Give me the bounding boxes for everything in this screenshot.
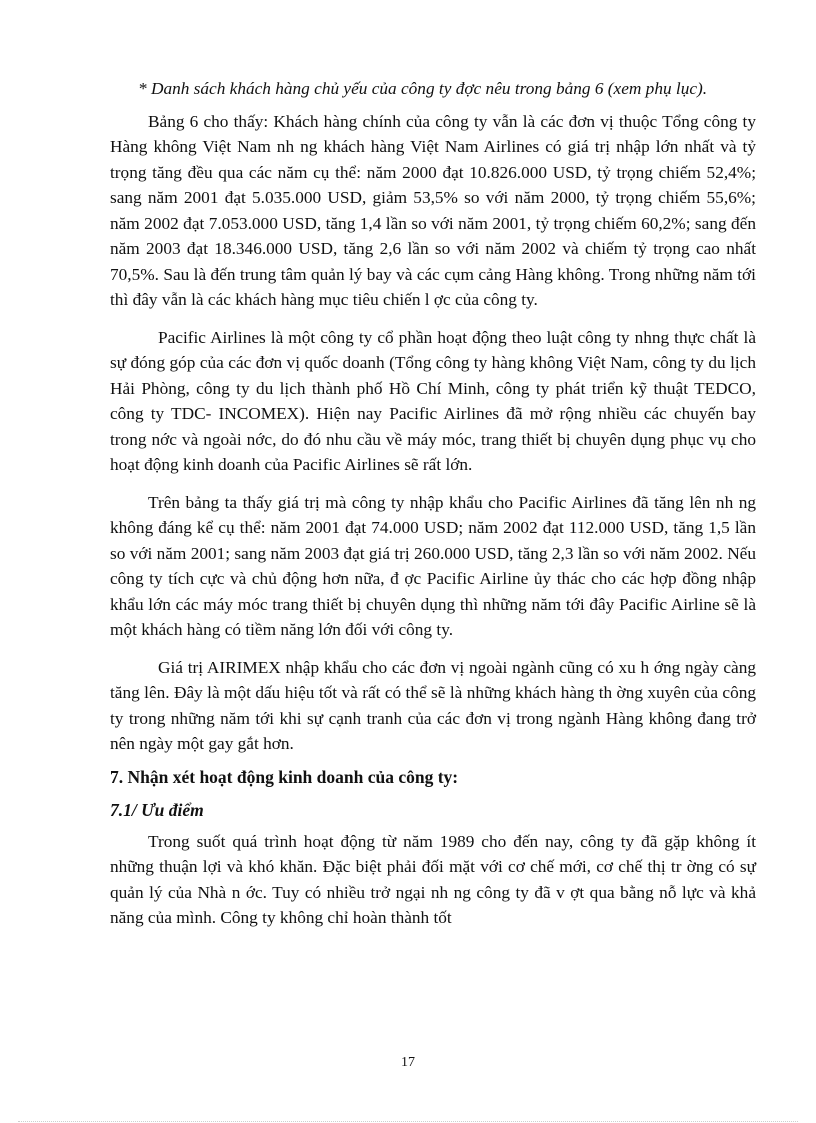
paragraph-external-units: Giá trị AIRIMEX nhập khẩu cho các đơn vị ngoài ngành cũng có xu h ớng ngày càng tăng lên. Đây là một dấu hiệu tốt và rất có thể sẽ là những khách hàng th ờng xuyên của công ty trong những năm tới khi sự cạnh tranh của các đơn vị trong ngành Hàng không đang trở nên ngày một gay gắt hơn. [110,657,756,753]
subsection-heading: 7.1/ Ưu điểm [110,799,204,820]
page-number: 17 [401,1055,415,1070]
paragraph-pacific-import-value: Trên bảng ta thấy giá trị mà công ty nhập khẩu cho Pacific Airlines đã tăng lên nh ng không đáng kể cụ thể: năm 2001 đạt 74.000 USD; năm 2002 đạt 112.000 USD, tăng 1,5 lần so với năm 2001; sang năm 2003 đạt giá trị 260.000 USD, tăng 2,3 lần so với năm 2002. Nếu công ty tích cực và chủ động hơn nữa, đ ợc Pacific Airline ủy thác cho các hợp đồng nhập khẩu lớn các máy móc trang thiết bị chuyên dụng thì những năm tới đây Pacific Airline sẽ là một khách hàng có tiềm năng lớn đối với công ty. [110,492,756,639]
page-bottom-divider [18,1121,798,1122]
customer-list-note: * Danh sách khách hàng chủ yếu của công ty đợc nêu trong bảng 6 (xem phụ lục). [138,79,708,98]
paragraph-advantages: Trong suốt quá trình hoạt động từ năm 1989 cho đến nay, công ty đã gặp không ít những thuận lợi và khó khăn. Đặc biệt phải đối mặt với cơ chế mới, cơ chế thị tr ờng có sự quản lý của Nhà n ớc. Tuy có nhiều trở ngại nh ng công ty đã v ợt qua bằng nỗ lực và khả năng của mình. Công ty không chỉ hoàn thành tốt [110,831,756,927]
paragraph-main-customers: Bảng 6 cho thấy: Khách hàng chính của công ty vẫn là các đơn vị thuộc Tổng công ty Hàng không Việt Nam nh ng khách hàng Việt Nam Airlines có giá trị nhập lớn nhất và tỷ trọng tăng đều qua các năm cụ thể: năm 2000 đạt 10.826.000 USD, tỷ trọng chiếm 52,4%; sang năm 2001 đạt 5.035.000 USD, giảm 53,5% so với năm 2000, tỷ trọng chiếm 55,6%; năm 2002 đạt 7.053.000 USD, tăng 1,4 lần so với năm 2001, tỷ trọng chiếm 60,2%; sang đến năm 2003 đạt 18.346.000 USD, tăng 2,6 lần so với năm 2002 và chiếm tỷ trọng cao nhất 70,5%. Sau là đến trung tâm quản lý bay và các cụm cảng Hàng không. Trong những năm tới thì đây vẫn là các khách hàng mục tiêu chiến l ợc của công ty. [110,111,756,309]
section-heading: 7. Nhận xét hoạt động kinh doanh của công ty: [110,766,459,787]
paragraph-pacific-airlines: Pacific Airlines là một công ty cổ phần hoạt động theo luật công ty nhng thực chất là sự đóng góp của các đơn vị quốc doanh (Tổng công ty hàng không Việt Nam, công ty du lịch Hải Phòng, công ty du lịch thành phố Hồ Chí Minh, công ty phát triển kỹ thuật TEDCO, công ty TDC- INCOMEX). Hiện nay Pacific Airlines đã mở rộng nhiều các chuyến bay trong nớc và ngoài nớc, do đó nhu cầu về máy móc, trang thiết bị chuyên dụng phục vụ cho hoạt động kinh doanh của Pacific Airlines sẽ rất lớn. [110,327,756,474]
document-page [110,76,756,943]
